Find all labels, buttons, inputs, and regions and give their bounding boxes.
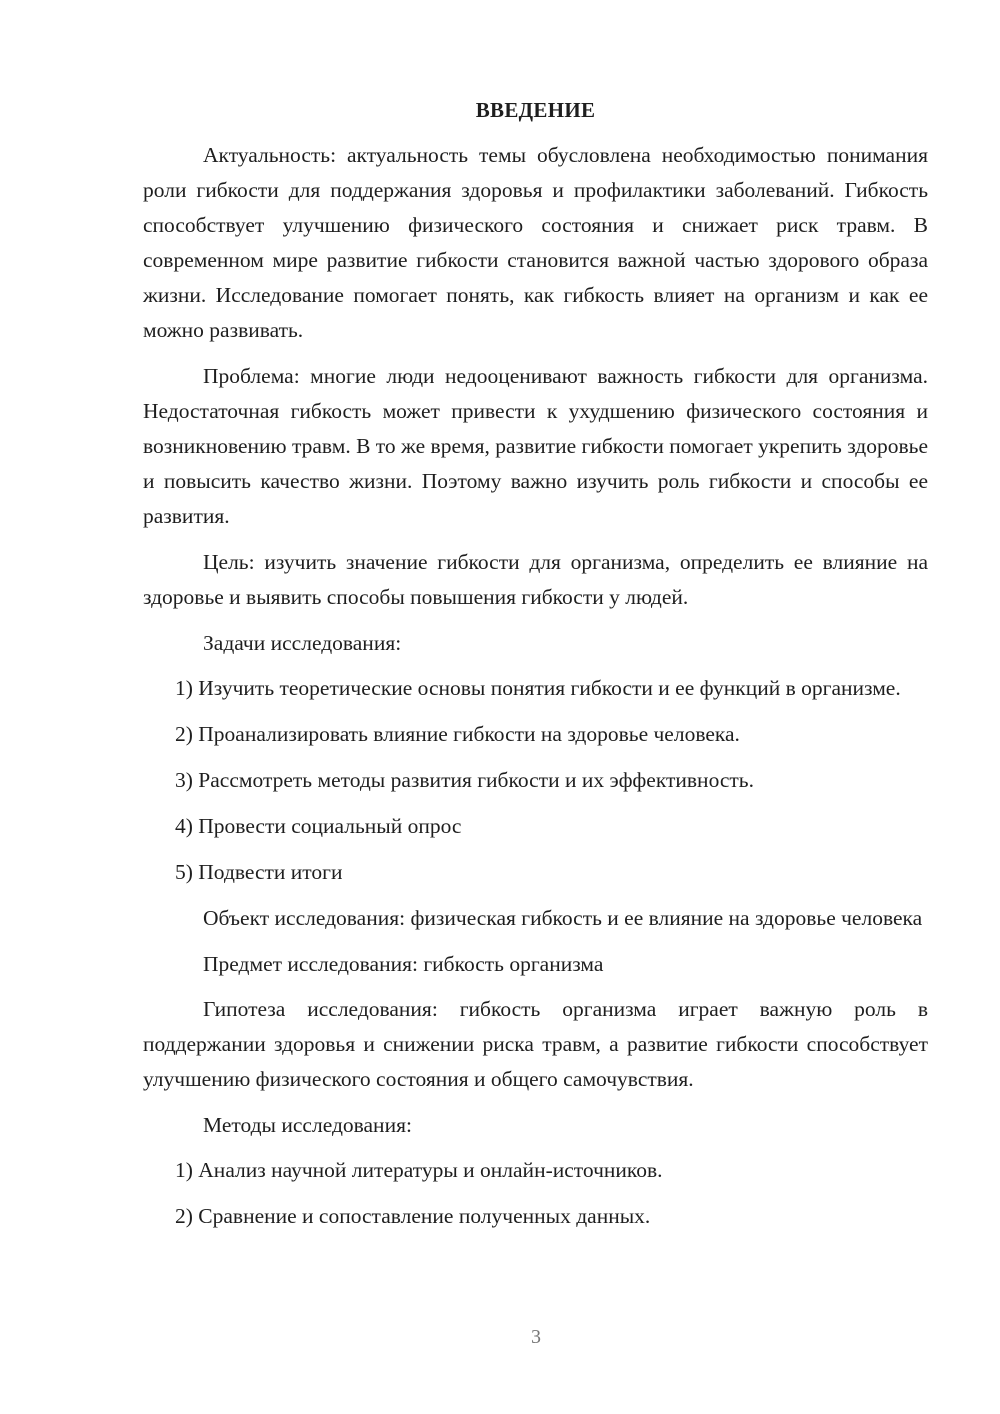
task-item: 4) Провести социальный опрос — [175, 814, 462, 838]
document-page — [143, 93, 928, 1245]
task-item: 2) Проанализировать влияние гибкости на здоровье человека. — [175, 722, 740, 746]
page-number: 3 — [531, 1326, 541, 1348]
page-title: ВВЕДЕНИЕ — [475, 98, 596, 122]
methods-heading: Методы исследования: — [203, 1113, 412, 1137]
goal-paragraph: Цель: изучить значение гибкости для организма, определить ее влияние на здоровье и выявить способы повышения гибкости у людей. — [143, 550, 928, 609]
problem-paragraph: Проблема: многие люди недооценивают важность гибкости для организма. Недостаточная гибкость может привести к ухудшению физического состояния и возникновению травм. В то же время, развитие гибкости помогает укрепить здоровье и повысить качество жизни. Поэтому важно изучить роль гибкости и способы ее развития. — [143, 364, 928, 528]
subject-paragraph: Предмет исследования: гибкость организма — [203, 952, 604, 976]
hypothesis-paragraph: Гипотеза исследования: гибкость организма играет важную роль в поддержании здоровья и снижении риска травм, а развитие гибкости способствует улучшению физического состояния и общего самочувствия. — [143, 997, 928, 1091]
relevance-paragraph: Актуальность: актуальность темы обусловлена необходимостью понимания роли гибкости для поддержания здоровья и профилактики заболеваний. Гибкость способствует улучшению физического состояния и снижает риск травм. В современном мире развитие гибкости становится важной частью здорового образа жизни. Исследование помогает понять, как гибкость влияет на организм и как ее можно развивать. — [143, 143, 928, 342]
method-item: 1) Анализ научной литературы и онлайн-источников. — [175, 1158, 663, 1182]
task-item: 3) Рассмотреть методы развития гибкости и их эффективность. — [175, 768, 754, 792]
method-item: 2) Сравнение и сопоставление полученных данных. — [175, 1204, 651, 1228]
tasks-heading: Задачи исследования: — [203, 631, 402, 655]
object-paragraph: Объект исследования: физическая гибкость и ее влияние на здоровье человека — [203, 906, 923, 930]
task-item: 1) Изучить теоретические основы понятия гибкости и ее функций в организме. — [175, 676, 901, 700]
task-item: 5) Подвести итоги — [175, 860, 343, 884]
